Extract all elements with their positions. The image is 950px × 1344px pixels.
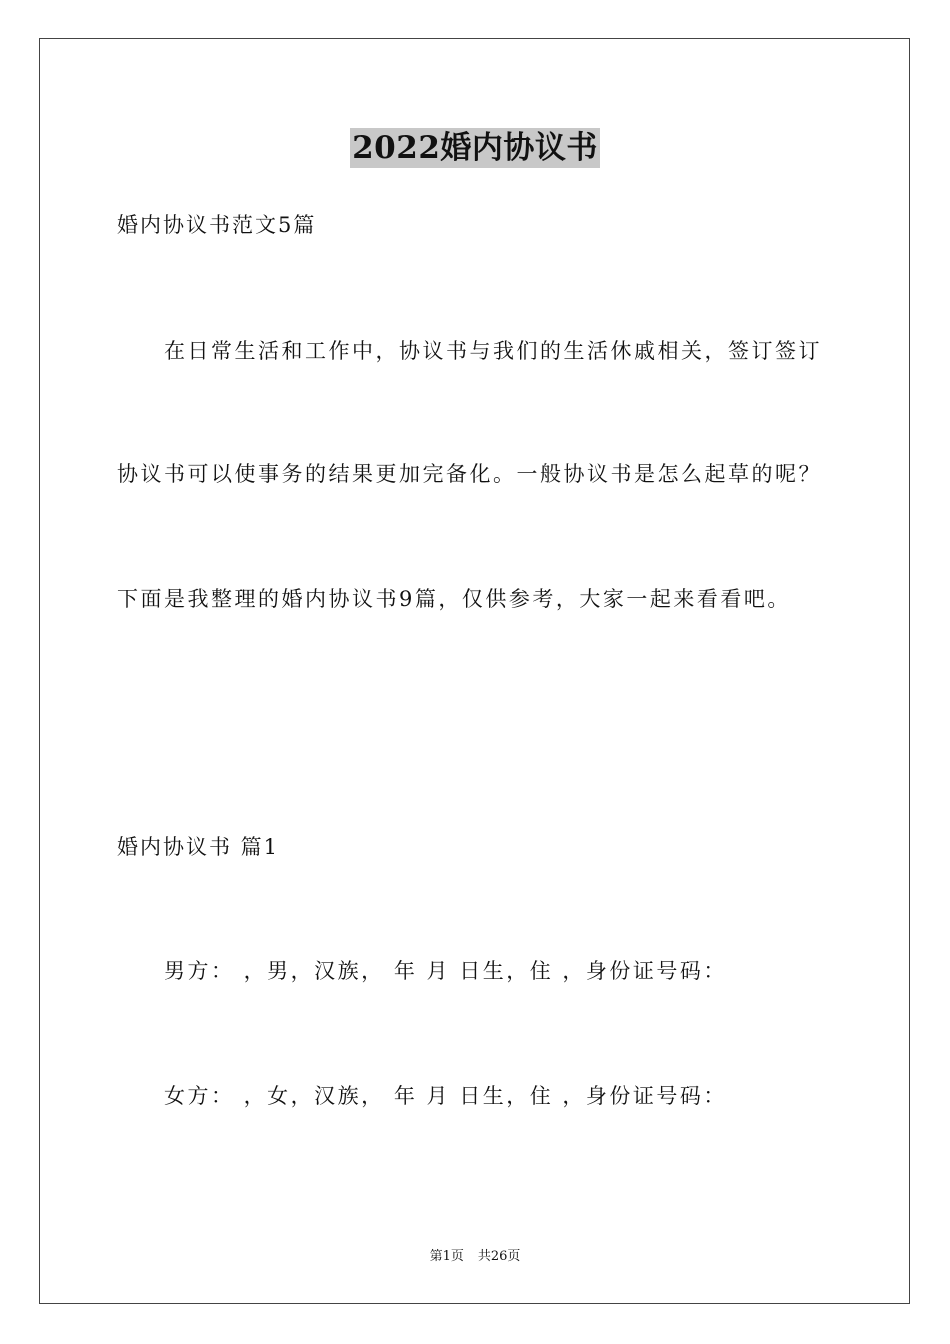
page-number-total: 共26页 [477,1249,521,1264]
title-container [0,128,950,168]
intro-paragraph-line-3: 下面是我整理的婚内协议书9篇，仅供参考，大家一起来看看吧。 [117,587,791,611]
intro-paragraph-line-1: 在日常生活和工作中，协议书与我们的生活休戚相关，签订签订 [164,339,822,363]
intro-paragraph-line-2: 协议书可以使事务的结果更加完备化。一般协议书是怎么起草的呢？ [117,462,822,486]
document-subtitle: 婚内协议书范文5篇 [117,213,317,237]
female-party-line: 女方： ，女，汉族， 年 月 日生，住 ，身份证号码： [164,1084,727,1108]
section-heading: 婚内协议书 篇1 [117,835,280,859]
page-number-current: 第1页 [429,1249,464,1264]
male-party-line: 男方： ，男，汉族， 年 月 日生，住 ，身份证号码： [164,959,727,983]
document-title: 2022婚内协议书 [352,130,598,166]
page-footer [0,1248,950,1266]
